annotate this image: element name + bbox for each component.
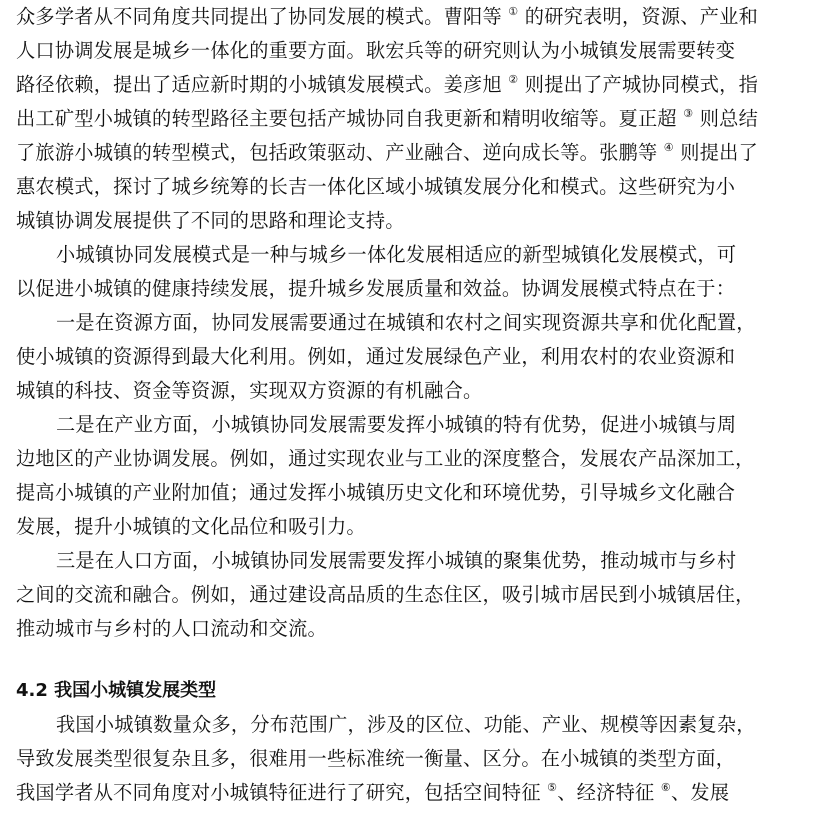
footnote-ref[interactable]: ④	[663, 141, 674, 154]
paragraph-line: 边地区的产业协调发展。例如，通过实现农业与工业的深度整合，发展农产品深加工，	[16, 447, 755, 470]
paragraph-line: 导致发展类型很复杂且多，很难用一些标准统一衡量、区分。在小城镇的类型方面，	[16, 747, 736, 770]
paragraph-line: 二是在产业方面，小城镇协同发展需要发挥小城镇的特有优势，促进小城镇与周	[56, 413, 737, 436]
paragraph-line: 城镇的科技、资金等资源，实现双方资源的有机融合。	[16, 379, 483, 402]
paragraph-line: 小城镇协同发展模式是一种与城乡一体化发展相适应的新型城镇化发展模式，可	[56, 243, 737, 266]
section-heading: 4.2 我国小城镇发展类型	[16, 680, 217, 701]
paragraph-line: 人口协调发展是城乡一体化的重要方面。耿宏兵等的研究则认为小城镇发展需要转变	[16, 39, 736, 62]
paragraph-line: 以促进小城镇的健康持续发展，提升城乡发展质量和效益。协调发展模式特点在于：	[16, 277, 736, 300]
paragraph-line: 我国学者从不同角度对小城镇特征进行了研究，包括空间特征 ⑤、经济特征 ⑥、发展	[16, 781, 730, 804]
paragraph-line: 一是在资源方面，协同发展需要通过在城镇和农村之间实现资源共享和优化配置，	[56, 311, 756, 334]
paragraph-line: 我国小城镇数量众多，分布范围广，涉及的区位、功能、产业、规模等因素复杂，	[56, 713, 756, 736]
footnote-ref[interactable]: ②	[508, 73, 519, 86]
paragraph-line: 了旅游小城镇的转型模式，包括政策驱动、产业融合、逆向成长等。张鹏等 ④ 则提出了	[16, 141, 759, 164]
paragraph-line: 推动城市与乡村的人口流动和交流。	[16, 617, 327, 640]
paragraph-line: 城镇协调发展提供了不同的思路和理论支持。	[16, 209, 405, 232]
paragraph-line: 使小城镇的资源得到最大化利用。例如，通过发展绿色产业，利用农村的农业资源和	[16, 345, 736, 368]
footnote-ref[interactable]: ①	[508, 5, 519, 18]
paragraph-line: 发展，提升小城镇的文化品位和吸引力。	[16, 515, 366, 538]
paragraph-line: 路径依赖，提出了适应新时期的小城镇发展模式。姜彦旭 ② 则提出了产城协同模式，指	[16, 73, 759, 96]
footnote-ref[interactable]: ⑤	[547, 781, 558, 794]
footnote-ref[interactable]: ③	[683, 107, 694, 120]
paragraph-line: 出工矿型小城镇的转型路径主要包括产城协同自我更新和精明收缩等。夏正超 ③ 则总结	[16, 107, 759, 130]
paragraph-line: 之间的交流和融合。例如，通过建设高品质的生态住区，吸引城市居民到小城镇居住，	[16, 583, 755, 606]
paragraph-line: 提高小城镇的产业附加值；通过发挥小城镇历史文化和环境优势，引导城乡文化融合	[16, 481, 736, 504]
paragraph-line: 三是在人口方面，小城镇协同发展需要发挥小城镇的聚集优势，推动城市与乡村	[56, 549, 737, 572]
footnote-ref[interactable]: ⑥	[660, 781, 671, 794]
paragraph-line: 众多学者从不同角度共同提出了协同发展的模式。曹阳等 ① 的研究表明，资源、产业和	[16, 5, 759, 28]
paragraph-line: 惠农模式，探讨了城乡统筹的长吉一体化区域小城镇发展分化和模式。这些研究为小	[16, 175, 736, 198]
